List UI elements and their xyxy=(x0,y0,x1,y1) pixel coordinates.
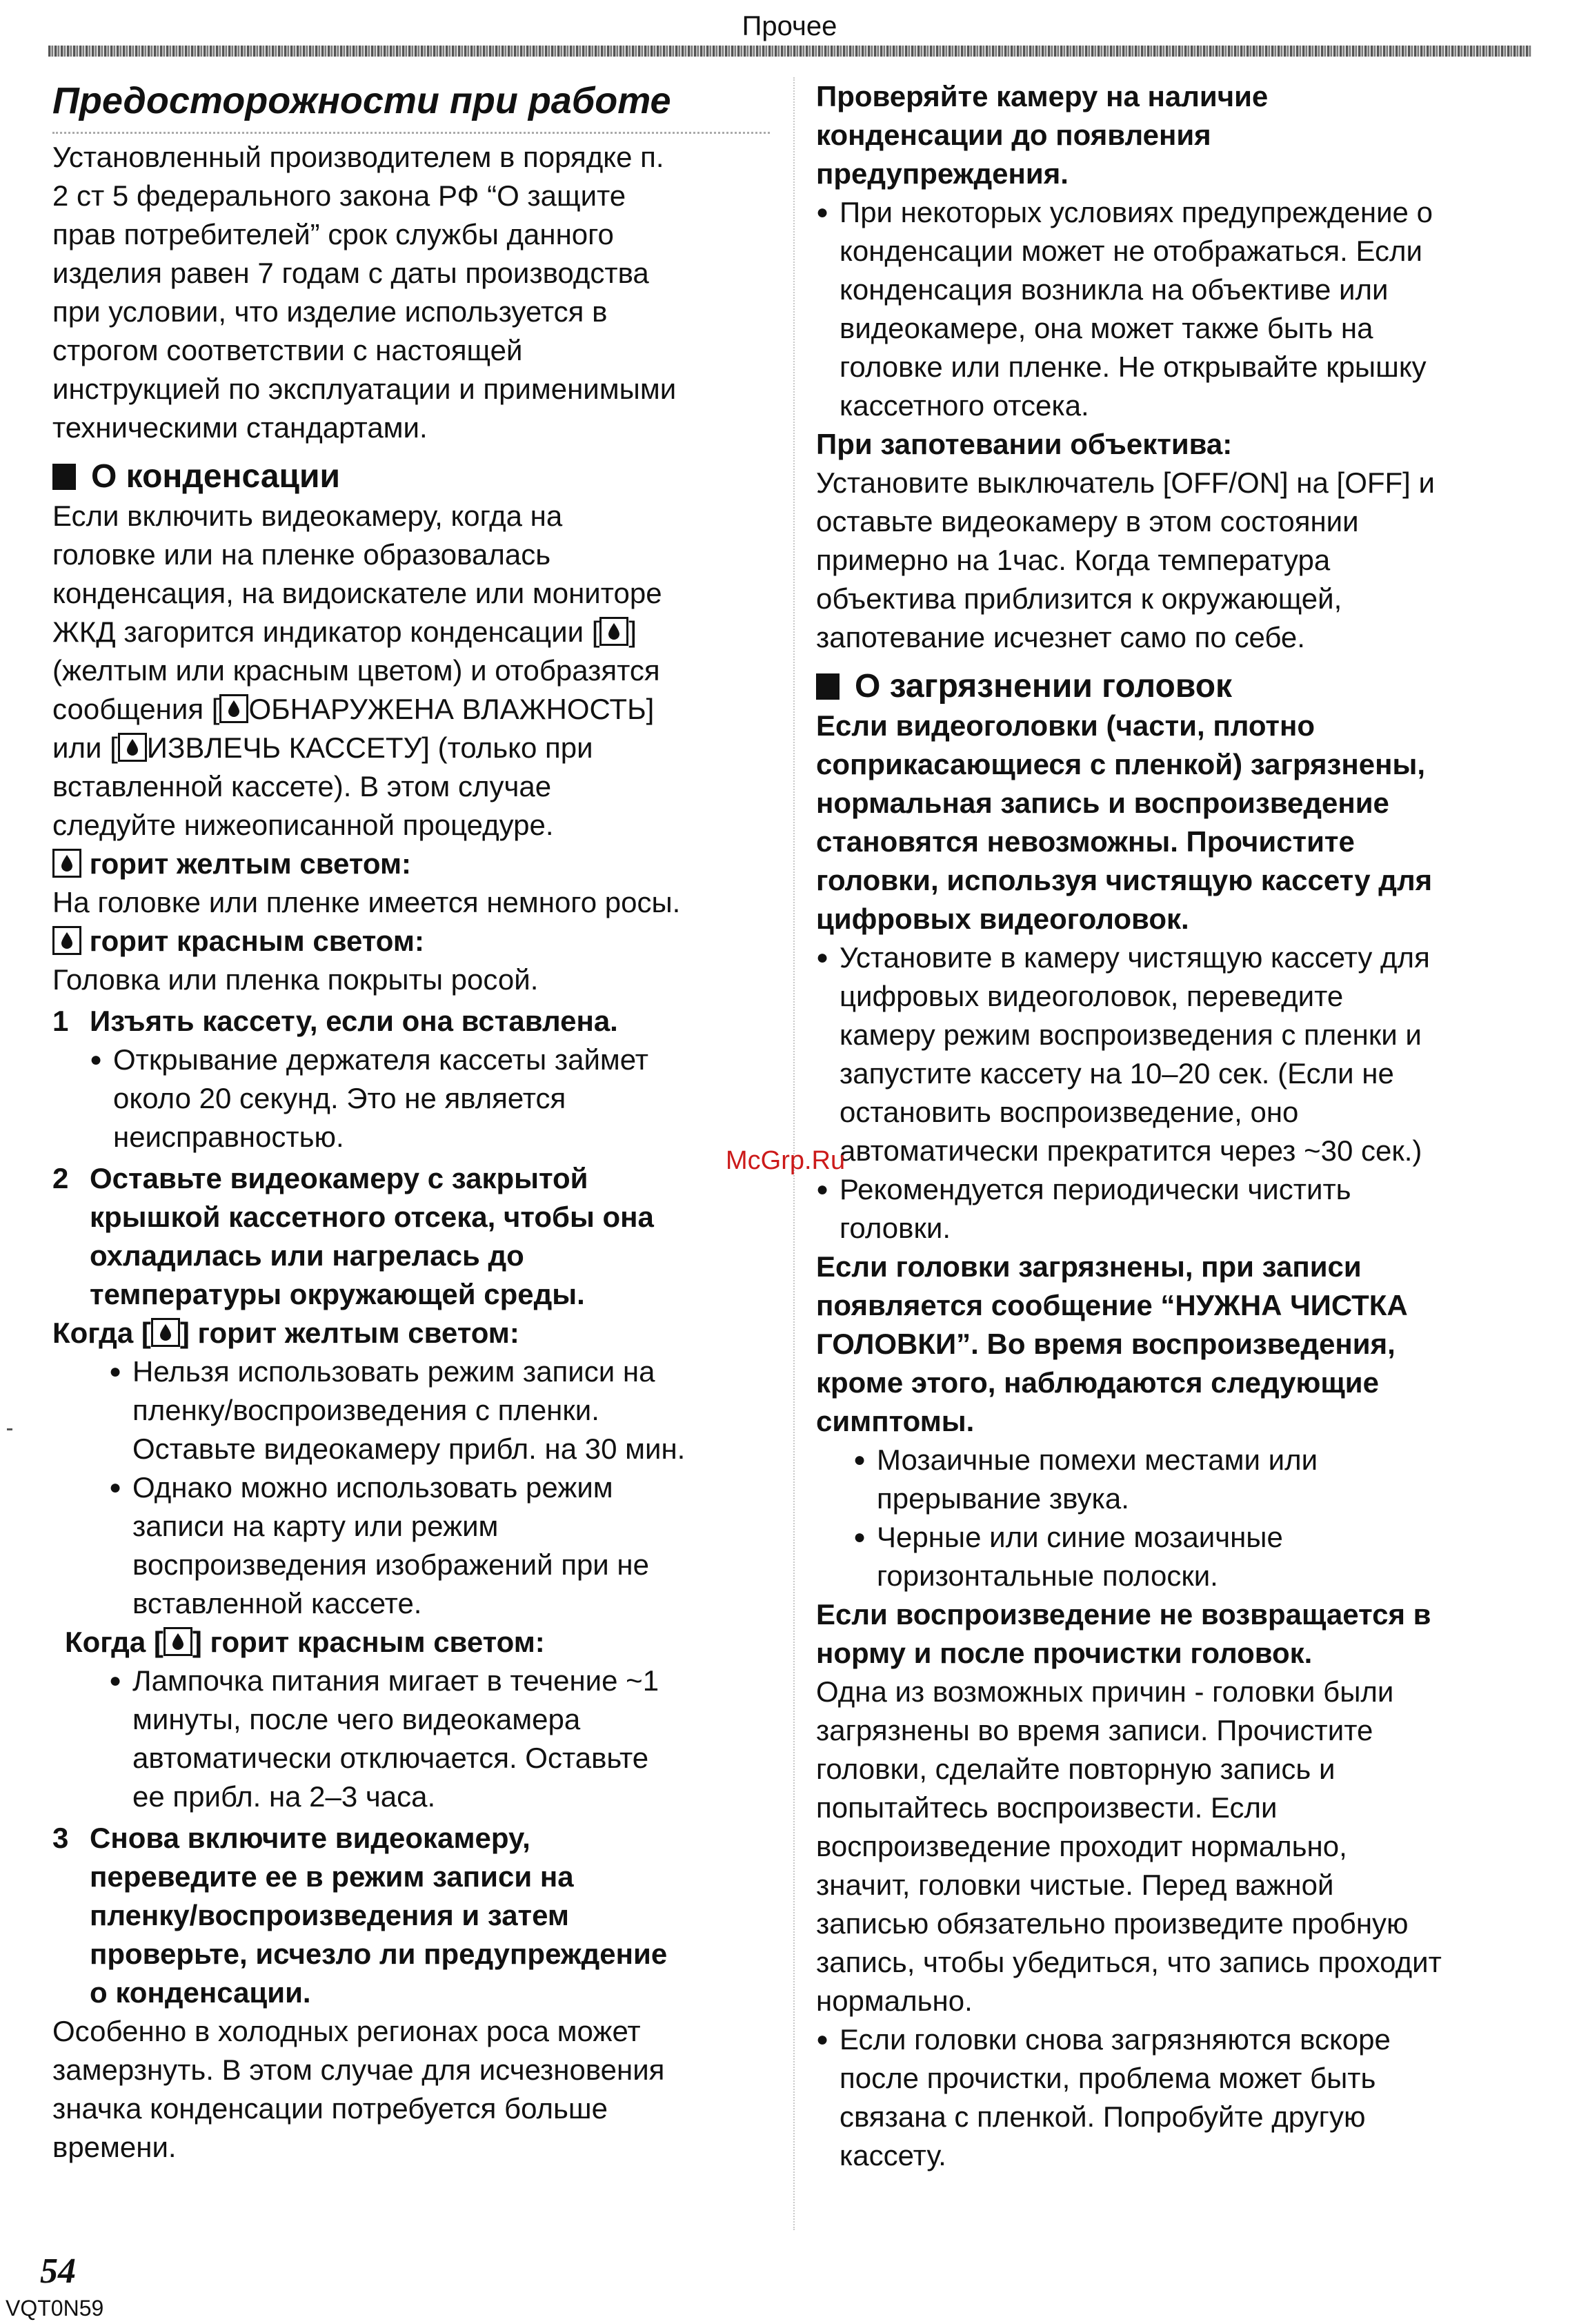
text-line: запустите кассету на 10–20 сек. (Если не xyxy=(840,1057,1394,1090)
edge-mark xyxy=(7,1428,12,1430)
text-line: соприкасающиеся с пленкой) загрязнены, xyxy=(816,748,1426,780)
text-fragment: Когда [ xyxy=(52,1317,151,1349)
text-line: цифровых видеоголовок, переведите xyxy=(840,980,1344,1012)
when-red-notes xyxy=(109,1662,770,1816)
step-number: 3 xyxy=(52,1822,69,1854)
condensation-paragraph xyxy=(52,497,770,845)
right-column xyxy=(816,77,1533,2175)
text-line: неисправностью. xyxy=(113,1121,344,1153)
text-line: конденсации до появления xyxy=(816,119,1211,151)
text-line: камеру режим воспроизведения с пленки и xyxy=(840,1018,1422,1051)
text-line: запотевание исчезнет само по себе. xyxy=(816,621,1305,653)
intro-line: строгом соответствии с настоящей xyxy=(52,334,523,366)
text-line: значка конденсации потребуется больше xyxy=(52,2092,608,2125)
watermark: McGrp.Ru xyxy=(726,1146,846,1175)
text-line: головки, используя чистящую кассету для xyxy=(816,864,1433,896)
text-line: значит, головки чистые. Перед важной xyxy=(816,1869,1334,1901)
intro-line: 2 ст 5 федерального закона РФ “О защите xyxy=(52,179,626,212)
text-line: вставленной кассете). В этом случае xyxy=(52,770,552,802)
step-text: охладилась или нагрелась до xyxy=(90,1239,524,1272)
text-fragment: или [ xyxy=(52,731,118,764)
red-indicator-text: Головка или пленка покрыты росой. xyxy=(52,963,539,996)
bullet-line: ● Нельзя использовать режим записи на xyxy=(109,1352,770,1391)
step-2 xyxy=(52,1159,770,1314)
text-line: горизонтальные полоски. xyxy=(877,1559,1218,1592)
text-line: запись, чтобы убедиться, что запись проходит xyxy=(816,1946,1442,1978)
text-line: Если воспроизведение не возвращается в xyxy=(816,1598,1431,1631)
text-fragment: ] xyxy=(628,616,637,648)
step-1 xyxy=(52,1002,770,1041)
text-fragment: ] горит желтым светом: xyxy=(179,1317,519,1349)
text-line: конденсация возникла на объективе или xyxy=(840,273,1389,306)
no-return-heading xyxy=(816,1595,1533,1673)
bullet-line: ● Рекомендуется периодически чистить xyxy=(816,1170,1533,1209)
text-line: остановить воспроизведение, оно xyxy=(840,1096,1299,1128)
page-title: Предосторожности при работе xyxy=(52,77,770,134)
text-line: минуты, после чего видеокамера xyxy=(132,1703,581,1735)
text-line: Если включить видеокамеру, когда на xyxy=(52,500,563,532)
condensation-drop-icon xyxy=(219,694,248,723)
final-note xyxy=(816,2020,1533,2175)
intro-line: прав потребителей” срок службы данного xyxy=(52,218,614,250)
red-indicator-label xyxy=(52,922,770,961)
intro-line: инструкцией по эксплуатации и применимыми xyxy=(52,373,677,405)
text-line: головки, сделайте повторную запись и xyxy=(816,1753,1335,1785)
step-number: 1 xyxy=(52,1005,69,1037)
square-bullet-icon xyxy=(52,464,76,490)
text-line: кроме этого, наблюдаются следующие xyxy=(816,1366,1379,1399)
text-fragment: ЖКД загорится индикатор конденсации [ xyxy=(52,616,600,648)
model-code: VQT0N59 xyxy=(6,2296,104,2321)
header-rule xyxy=(48,46,1531,57)
cold-regions-paragraph xyxy=(52,2012,770,2167)
text-line: нормальная запись и воспроизведение xyxy=(816,787,1389,819)
text-line: Если головки загрязнены, при записи xyxy=(816,1250,1362,1283)
intro-line: при условии, что изделие используется в xyxy=(52,295,608,328)
text-line: Особенно в холодных регионах роса может xyxy=(52,2015,641,2047)
step-1-note xyxy=(90,1041,770,1156)
bullet-line: ● Если головки снова загрязняются вскоре xyxy=(816,2020,1533,2059)
text-line: следуйте нижеописанной процедуре. xyxy=(52,809,554,841)
condensation-heading xyxy=(52,457,770,497)
text-line: замерзнуть. В этом случае для исчезновения xyxy=(52,2054,665,2086)
text-line: прерывание звука. xyxy=(877,1482,1129,1515)
heads-intro xyxy=(816,707,1533,938)
heads-heading xyxy=(816,667,1533,707)
text-line: конденсации может не отображаться. Если xyxy=(840,235,1422,267)
text-fragment: Когда [ xyxy=(65,1626,163,1658)
step-text: переведите ее в режим записи на xyxy=(90,1860,574,1893)
text-line: конденсация, на видоискателе или мониторе xyxy=(52,577,662,609)
text-line: Установите выключатель [OFF/ON] на [OFF] и xyxy=(816,466,1435,499)
text-line: воспроизведение проходит нормально, xyxy=(816,1830,1347,1862)
text-line: кассетного отсека. xyxy=(840,389,1089,422)
text-line: времени. xyxy=(52,2131,177,2163)
yellow-indicator-label xyxy=(52,845,770,883)
text-line: симптомы. xyxy=(816,1405,975,1437)
step-text: Изъять кассету, если она вставлена. xyxy=(90,1005,618,1037)
bullet-line: ● Лампочка питания мигает в течение ~1 xyxy=(109,1662,770,1700)
step-text: Оставьте видеокамеру с закрытой xyxy=(90,1162,588,1194)
lens-fog-paragraph xyxy=(816,464,1533,657)
text-line: головке или пленке. Не открывайте крышку xyxy=(840,351,1427,383)
condensation-drop-icon xyxy=(118,733,147,762)
text-line: предупреждения. xyxy=(816,157,1069,190)
heads-notes xyxy=(816,938,1533,1248)
text-line: норму и после прочистки головок. xyxy=(816,1637,1313,1669)
text-line: головке или на пленке образовалась xyxy=(52,538,551,571)
symptoms-list xyxy=(853,1441,1533,1595)
text-line: автоматически прекратится через ~30 сек.) xyxy=(840,1134,1422,1167)
no-return-paragraph xyxy=(816,1673,1533,2020)
lens-fog-heading: При запотевании объектива: xyxy=(816,428,1233,460)
step-text: о конденсации. xyxy=(90,1976,311,2009)
condensation-drop-icon xyxy=(52,849,81,878)
text-line: видеокамере, она может также быть на xyxy=(840,312,1373,344)
square-bullet-icon xyxy=(816,673,840,700)
text-line: пленку/воспроизведения с пленки. xyxy=(132,1394,599,1426)
step-text: Снова включите видеокамеру, xyxy=(90,1822,530,1854)
dirty-heads-heading xyxy=(816,1248,1533,1441)
text-line: (желтым или красным цветом) и отобразятся xyxy=(52,654,660,687)
condensation-heading-text: О конденсации xyxy=(91,458,341,495)
text-line: ГОЛОВКИ”. Во время воспроизведения, xyxy=(816,1328,1396,1360)
bullet-line: ● Установите в камеру чистящую кассету для xyxy=(816,938,1533,977)
text-line: головки. xyxy=(840,1212,951,1244)
intro-line: техническими стандартами. xyxy=(52,411,428,444)
text-line: воспроизведения изображений при не xyxy=(132,1548,649,1581)
intro-line: Установленный производителем в порядке п. xyxy=(52,141,664,173)
text-fragment: ОБНАРУЖЕНА ВЛАЖНОСТЬ] xyxy=(248,693,655,725)
text-line: примерно на 1час. Когда температура xyxy=(816,544,1331,576)
yellow-indicator-text: На головке или пленке имеется немного росы. xyxy=(52,886,681,918)
text-line: Проверяйте камеру на наличие xyxy=(816,80,1269,112)
condensation-drop-icon xyxy=(52,926,81,955)
bullet-line: ● Открывание держателя кассеты займет xyxy=(90,1041,770,1079)
condensation-drop-icon xyxy=(599,617,628,646)
text-fragment: сообщения [ xyxy=(52,693,220,725)
condensation-drop-icon xyxy=(163,1627,192,1656)
page-number: 54 xyxy=(40,2252,76,2291)
text-line: Оставьте видеокамеру прибл. на 30 мин. xyxy=(132,1432,686,1465)
text-line: записью обязательно произведите пробную xyxy=(816,1907,1409,1940)
section-header: Прочее xyxy=(742,11,837,41)
condensation-drop-icon xyxy=(151,1318,180,1347)
yellow-label-text: горит желтым светом: xyxy=(89,847,412,880)
text-line: вставленной кассете. xyxy=(132,1587,422,1619)
step-3 xyxy=(52,1819,770,2012)
intro-paragraph xyxy=(52,138,770,447)
heads-heading-text: О загрязнении головок xyxy=(855,668,1233,705)
text-line: автоматически отключается. Оставьте xyxy=(132,1742,649,1774)
text-line: ее прибл. на 2–3 часа. xyxy=(132,1780,436,1813)
text-line: оставьте видеокамеру в этом состоянии xyxy=(816,505,1359,538)
text-line: загрязнены во время записи. Прочистите xyxy=(816,1714,1373,1746)
text-fragment: ИЗВЛЕЧЬ КАССЕТУ] (только при xyxy=(146,731,593,764)
bullet-line: ● Черные или синие мозаичные xyxy=(853,1518,1533,1557)
text-line: записи на карту или режим xyxy=(132,1510,499,1542)
when-yellow-notes xyxy=(109,1352,770,1623)
step-text: температуры окружающей среды. xyxy=(90,1278,585,1310)
text-line: цифровых видеоголовок. xyxy=(816,903,1189,935)
step-text: проверьте, исчезло ли предупреждение xyxy=(90,1938,668,1970)
text-line: Если видеоголовки (части, плотно xyxy=(816,709,1315,742)
text-line: объектива приблизится к окружающей, xyxy=(816,582,1342,615)
text-line: нормально. xyxy=(816,1985,973,2017)
red-label-text: горит красным светом: xyxy=(89,925,424,957)
bullet-line: ● При некоторых условиях предупреждение о xyxy=(816,193,1533,232)
step-number: 2 xyxy=(52,1162,69,1194)
text-line xyxy=(52,729,770,767)
text-fragment: ] горит красным светом: xyxy=(192,1626,545,1658)
text-line: связана с пленкой. Попробуйте другую xyxy=(840,2100,1366,2133)
left-column xyxy=(52,77,770,2167)
text-line: после прочистки, проблема может быть xyxy=(840,2062,1376,2094)
text-line: кассету. xyxy=(840,2139,946,2172)
text-line: около 20 секунд. Это не является xyxy=(113,1082,566,1114)
text-line: Одна из возможных причин - головки были xyxy=(816,1675,1394,1708)
intro-line: изделия равен 7 годам с даты производства xyxy=(52,257,649,289)
text-line xyxy=(52,690,770,729)
step-text: пленку/воспроизведения и затем xyxy=(90,1899,569,1931)
text-line: становятся невозможны. Прочистите xyxy=(816,825,1355,858)
when-red-heading xyxy=(65,1623,770,1662)
step-text: крышкой кассетного отсека, чтобы она xyxy=(90,1201,654,1233)
bullet-line: ● Мозаичные помехи местами или xyxy=(853,1441,1533,1479)
bullet-line: ● Однако можно использовать режим xyxy=(109,1468,770,1507)
text-line xyxy=(52,613,770,651)
when-yellow-heading xyxy=(52,1314,770,1352)
check-camera-note xyxy=(816,193,1533,425)
text-line: появляется сообщение “НУЖНА ЧИСТКА xyxy=(816,1289,1408,1321)
check-camera-heading xyxy=(816,77,1533,193)
text-line: попытайтесь воспроизвести. Если xyxy=(816,1791,1278,1824)
